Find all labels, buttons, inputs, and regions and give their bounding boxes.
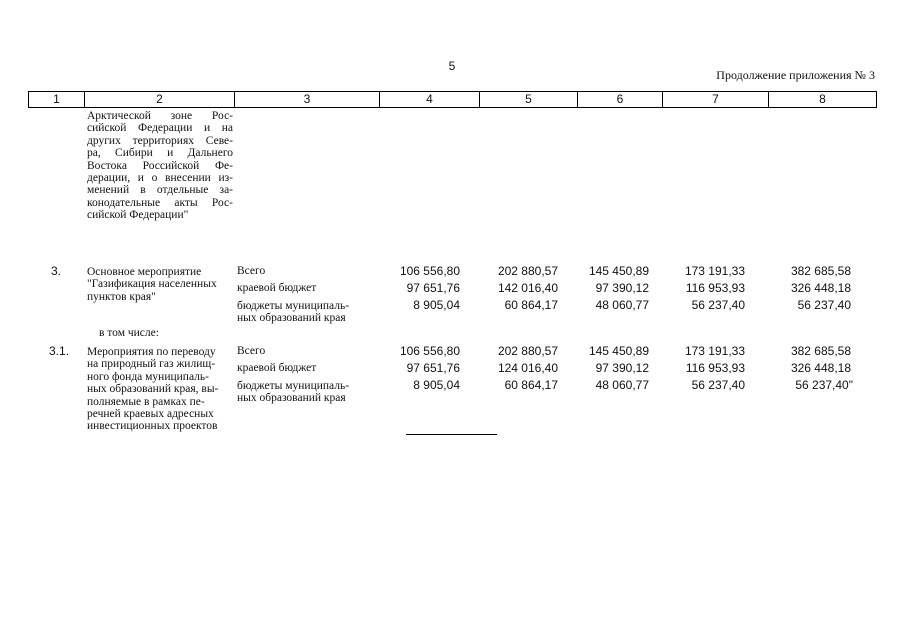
value-cell: 326 448,18 [790, 281, 851, 295]
value-cell: 124 016,40 [497, 361, 558, 375]
value-cell: 382 685,58 [790, 344, 851, 358]
text-line: менений в отдельные за- [87, 184, 233, 197]
text-line: Основное мероприятие [87, 266, 202, 278]
value-cell: 97 651,76 [406, 281, 460, 295]
row-description [87, 266, 233, 303]
text-line: ных образований края [237, 392, 346, 404]
value-cell: 145 450,89 [588, 264, 649, 278]
value-cell: 173 191,33 [684, 344, 745, 358]
value-cell: 326 448,18 [790, 361, 851, 375]
header-col-4: 4 [380, 91, 480, 108]
text-line: на природный газ жилищ- [87, 358, 216, 371]
text-line: пунктов края" [87, 290, 156, 303]
funding-source-label: краевой бюджет [237, 282, 317, 294]
page-number: 5 [448, 59, 456, 73]
value-cell: 8 905,04 [413, 378, 460, 392]
value-cell: 97 390,12 [595, 281, 649, 295]
value-cell: 116 953,93 [685, 281, 745, 295]
text-line: конодательные акты Рос- [87, 196, 233, 209]
text-line: Востока Российской Фе- [87, 159, 233, 172]
value-cell: 142 016,40 [497, 281, 558, 295]
value-cell: 202 880,57 [497, 264, 558, 278]
value-cell: 116 953,93 [685, 361, 745, 375]
value-cell: 48 060,77 [595, 298, 649, 312]
value-cell: 56 237,40" [795, 378, 853, 392]
header-col-7: 7 [663, 91, 769, 108]
text-line: бюджеты муниципаль- [237, 300, 350, 312]
including-label: в том числе: [99, 327, 159, 339]
text-line: полняемые в рамках пе- [87, 395, 205, 408]
funding-source-label: Всего [237, 265, 266, 277]
appendix-continuation-note: Продолжение приложения № 3 [716, 68, 875, 82]
row-description [87, 346, 233, 433]
text-line: бюджеты муниципаль- [237, 380, 350, 392]
text-line: Арктической зоне Рос- [87, 110, 233, 122]
value-cell: 56 237,40 [691, 378, 745, 392]
value-cell: 106 556,80 [399, 344, 460, 358]
funding-source-label [237, 300, 349, 324]
value-cell: 145 450,89 [588, 344, 649, 358]
header-col-1: 1 [28, 91, 85, 108]
funding-source-label [237, 380, 349, 404]
text-line: сийской Федерации" [87, 209, 189, 222]
text-line: сийской Федерации и на [87, 122, 233, 135]
closing-separator-line [406, 434, 497, 435]
text-line: ных образований края [237, 312, 346, 324]
value-cell: 60 864,17 [504, 378, 558, 392]
text-line: "Газификация населенных [87, 278, 217, 291]
value-cell: 48 060,77 [595, 378, 649, 392]
header-col-2: 2 [85, 91, 235, 108]
text-line: ных образований края, вы- [87, 383, 219, 396]
text-line: инвестиционных проектов [87, 420, 218, 433]
value-cell: 97 651,76 [406, 361, 460, 375]
value-cell: 60 864,17 [504, 298, 558, 312]
row-number: 3.1. [49, 344, 70, 358]
value-cell: 106 556,80 [399, 264, 460, 278]
header-col-8: 8 [769, 91, 877, 108]
value-cell: 97 390,12 [595, 361, 649, 375]
funding-source-label: Всего [237, 345, 266, 357]
continued-description [87, 110, 233, 222]
value-cell: 56 237,40 [691, 298, 745, 312]
text-line: речней краевых адресных [87, 408, 214, 421]
header-col-6: 6 [578, 91, 663, 108]
header-col-5: 5 [480, 91, 578, 108]
funding-source-label: краевой бюджет [237, 362, 317, 374]
value-cell: 382 685,58 [790, 264, 851, 278]
text-line: других территориях Севе- [87, 134, 233, 147]
header-col-3: 3 [235, 91, 380, 108]
value-cell: 173 191,33 [684, 264, 745, 278]
value-cell: 56 237,40 [797, 298, 851, 312]
text-line: Мероприятия по переводу [87, 346, 216, 358]
value-cell: 8 905,04 [413, 298, 460, 312]
value-cell: 202 880,57 [497, 344, 558, 358]
text-line: ра, Сибири и Дальнего [87, 147, 233, 160]
text-line: ного фонда муниципаль- [87, 370, 209, 383]
text-line: дерации, и о внесении из- [87, 172, 233, 185]
row-number: 3. [51, 264, 62, 278]
